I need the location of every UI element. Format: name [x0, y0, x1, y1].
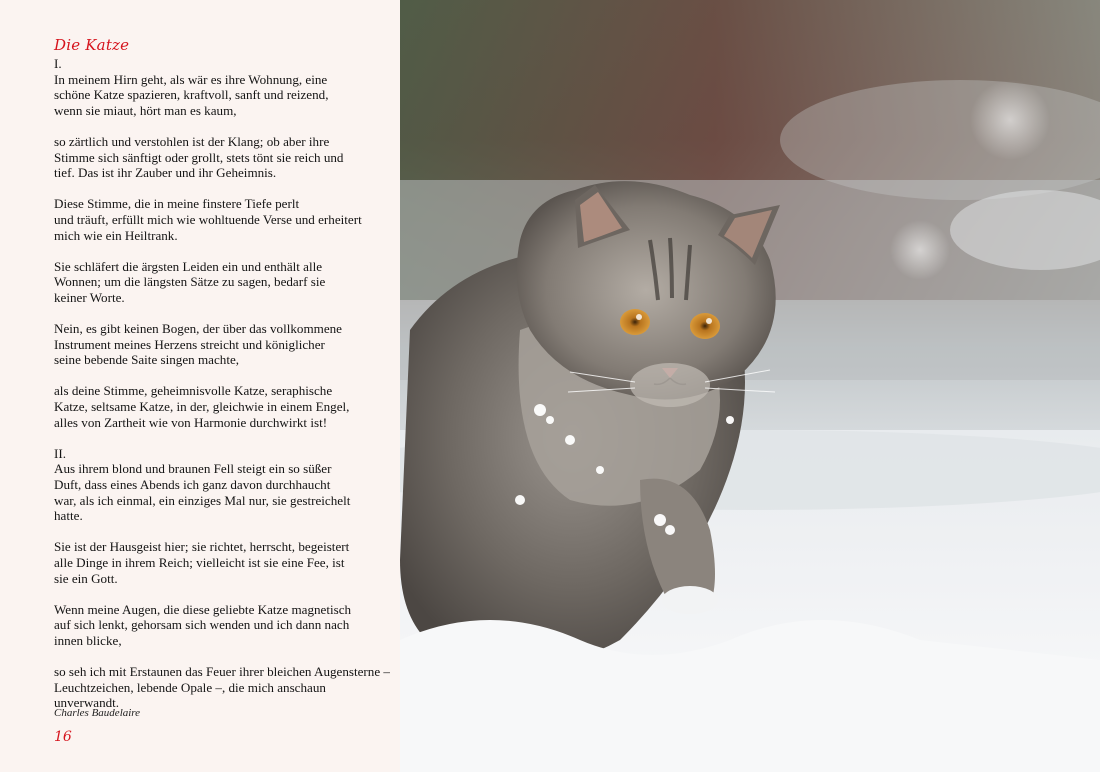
poem-stanza — [54, 664, 394, 711]
poem-stanza — [54, 539, 394, 586]
poem-line: Sie schläfert die ärgsten Leiden ein und enthält alle — [54, 258, 323, 274]
poem-line: war, als ich einmal, ein einziges Mal nur, sie gestreichelt — [54, 492, 351, 508]
poem-author: Charles Baudelaire — [54, 707, 141, 719]
poem-line: auf sich lenkt, gehorsam sich wenden und ich dann nach — [54, 617, 350, 633]
poem-line: Duft, dass eines Abends ich ganz davon durchhaucht — [54, 477, 331, 493]
poem-line: wenn sie miaut, hört man es kaum, — [54, 102, 237, 118]
poem-stanza — [54, 196, 394, 243]
poem-stanza — [54, 259, 394, 306]
poem-line: Instrument meines Herzens streicht und königlicher — [54, 336, 325, 352]
poem-stanza — [54, 56, 394, 118]
poem-stanza — [54, 134, 394, 181]
poem-title: Die Katze — [54, 36, 130, 54]
poem-line: unverwandt. — [54, 695, 120, 711]
page-number: 16 — [54, 729, 72, 745]
poem-line: mich wie ein Heiltrank. — [54, 227, 178, 243]
poem-line: In meinem Hirn geht, als wär es ihre Wohnung, eine — [54, 71, 328, 87]
poem-line: und träuft, erfüllt mich wie wohltuende Verse und erheitert — [54, 211, 362, 227]
poem-line: innen blicke, — [54, 632, 122, 648]
poem-line: Wonnen; um die längsten Sätze zu sagen, bedarf sie — [54, 274, 326, 290]
poem-line: Diese Stimme, die in meine finstere Tiefe perlt — [54, 196, 300, 212]
poem-line: Wenn meine Augen, die diese geliebte Katze magnetisch — [54, 601, 352, 617]
poem-line: tief. Das ist ihr Zauber und ihr Geheimnis. — [54, 165, 277, 181]
poem-line: schöne Katze spazieren, kraftvoll, sanft und reizend, — [54, 87, 329, 103]
poem-line: Sie ist der Hausgeist hier; sie richtet, herrscht, begeistert — [54, 539, 350, 555]
poem-line: als deine Stimme, geheimnisvolle Katze, seraphische — [54, 383, 333, 399]
poem-stanza — [54, 321, 394, 368]
poem-line: I. — [54, 56, 62, 71]
poem-line: keiner Worte. — [54, 289, 125, 305]
poem-line: Katze, seltsame Katze, in der, gleichwie in einem Engel, — [54, 399, 350, 415]
poem-stanza — [54, 383, 394, 430]
poem-line: Stimme sich sänftigt oder grollt, stets tönt sie reich und — [54, 149, 344, 165]
poem-line: Aus ihrem blond und braunen Fell steigt ein so süßer — [54, 461, 332, 477]
poem-line: sie ein Gott. — [54, 570, 118, 586]
poem-line: hatte. — [54, 508, 83, 524]
poem-line: Leuchtzeichen, lebende Opale –, die mich anschaun — [54, 679, 326, 695]
poem-line: II. — [54, 445, 66, 461]
poem-body — [54, 56, 394, 711]
poem-line: Nein, es gibt keinen Bogen, der über das vollkommene — [54, 321, 342, 337]
poem-stanza — [54, 446, 394, 524]
text-page — [0, 0, 400, 772]
poem-line: so seh ich mit Erstaunen das Feuer ihrer bleichen Augensterne – — [54, 664, 390, 680]
poem-line: seine bebende Saite singen machte, — [54, 352, 240, 368]
poem-line: alles von Zartheit wie von Harmonie durchwirkt ist! — [54, 414, 328, 430]
poem-line: so zärtlich und verstohlen ist der Klang; ob aber ihre — [54, 133, 330, 149]
poem-line: alle Dinge in ihrem Reich; vielleicht ist sie eine Fee, ist — [54, 555, 345, 570]
poem-stanza — [54, 602, 394, 649]
cat-illustration — [400, 0, 1100, 772]
cat-in-snow-photo — [400, 0, 1100, 772]
